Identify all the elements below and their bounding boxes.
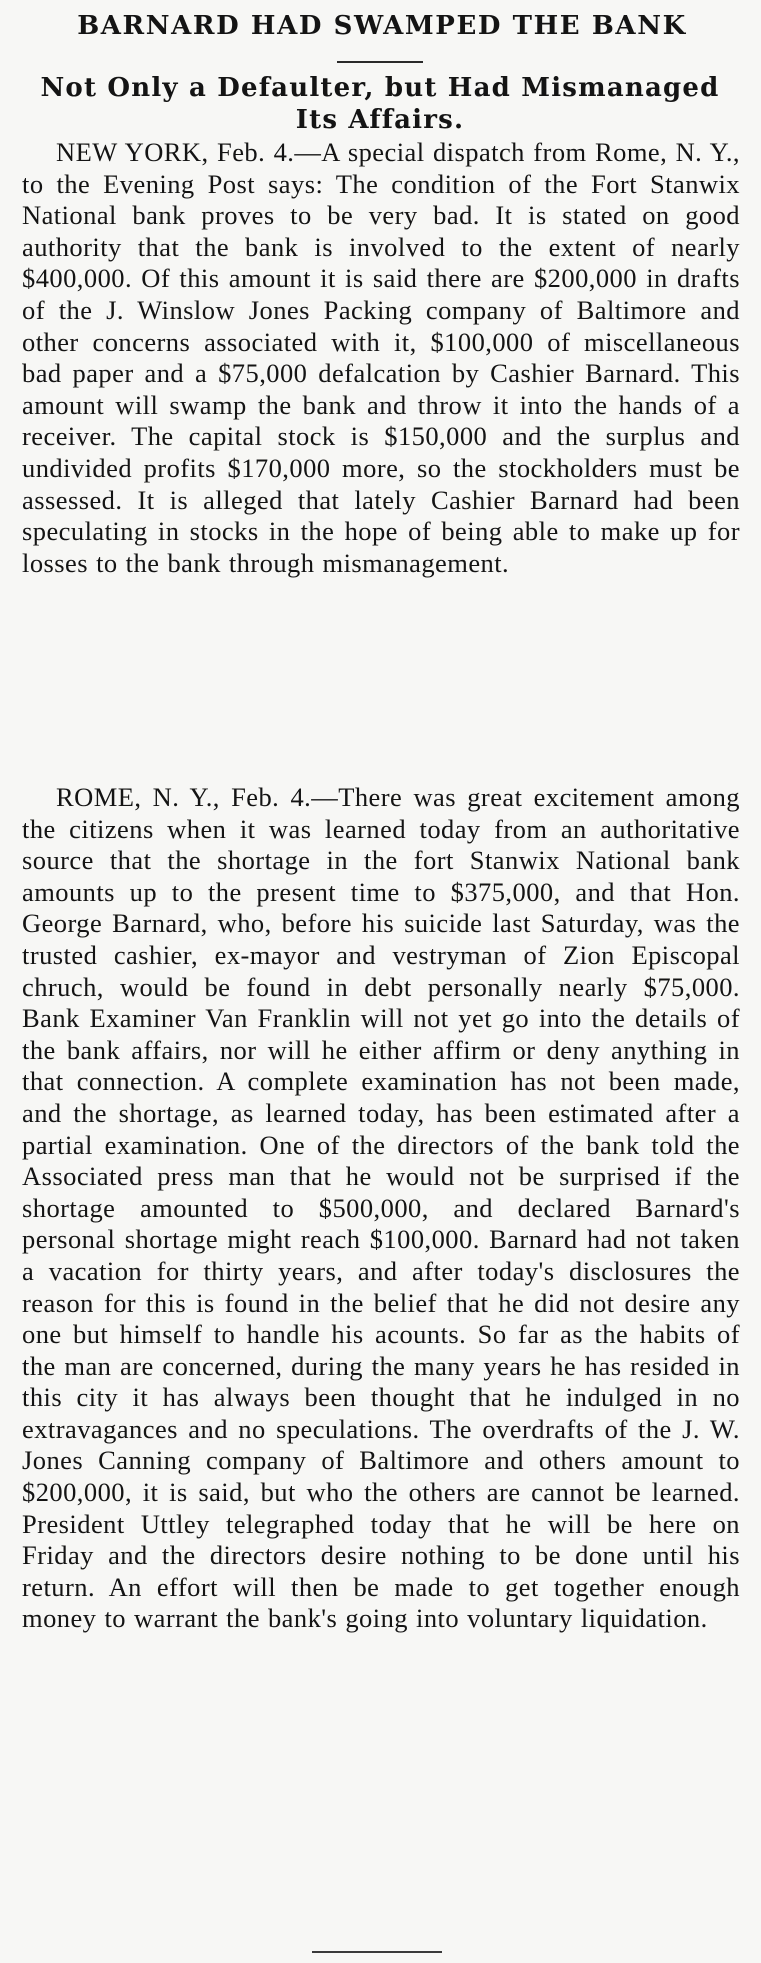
headline-divider [337, 61, 423, 63]
article-paragraph [22, 137, 740, 579]
subheadline: Not Only a Defaulter, but Had Mismanaged Its Affairs. [40, 73, 720, 135]
article-paragraph [22, 782, 740, 1635]
paragraph-text: ROME, N. Y., Feb. 4.—There was great excitement among the citizens when it was learned today from an authoritative source that the shortage in the fort Stanwix National bank amounts up to the present time to $375,000, and that Hon. George Barnard, who, before his suicide last Saturday, was the trusted cashier, ex-mayor and vestryman of Zion Episcopal chruch, would be found in debt personally nearly $75,000. Bank Examiner Van Franklin will not yet go into the details of the bank affairs, nor will he either affirm or deny anything in that connection. A complete examination has not been made, and the shortage, as learned today, has been estimated after a partial examination. One of the directors of the bank told the Associated press man that he would not be surprised if the shortage amounted to $500,000, and declared Barnard's personal shortage might reach $100,000. Barnard had not taken a vacation for thirty years, and after today's disclosures the reason for this is found in the belief that he did not desire any one but himself to handle his acounts. So far as the habits of the man are concerned, during the many years he has resided in this city it has always been thought that he indulged in no extravagances and no speculations. The overdrafts of the J. W. Jones Canning company of Baltimore and others amount to $200,000, it is said, but who the others are cannot be learned. President Uttley telegraphed today that he will be here on Friday and the directors desire nothing to be done until his return. An effort will then be made to get together enough money to warrant the bank's going into voluntary liquidation. [22, 782, 740, 1634]
end-rule [312, 1951, 442, 1953]
paragraph-text: NEW YORK, Feb. 4.—A special dispatch from Rome, N. Y., to the Evening Post says: The condition of the Fort Stanwix National bank proves to be very bad. It is stated on good authority that the bank is involved to the extent of nearly $400,000. Of this amount it is said there are $200,000 in drafts of the J. Winslow Jones Packing company of Baltimore and other concerns associated with it, $100,000 of miscellaneous bad paper and a $75,000 defalcation by Cashier Barnard. This amount will swamp the bank and throw it into the hands of a receiver. The capital stock is $150,000 and the surplus and undivided profits $170,000 more, so the stockholders must be assessed. It is alleged that lately Cashier Barnard had been speculating in stocks in the hope of being able to make up for losses to the bank through mismanagement. [22, 137, 740, 578]
headline: BARNARD HAD SWAMPED THE BANK [77, 11, 687, 41]
